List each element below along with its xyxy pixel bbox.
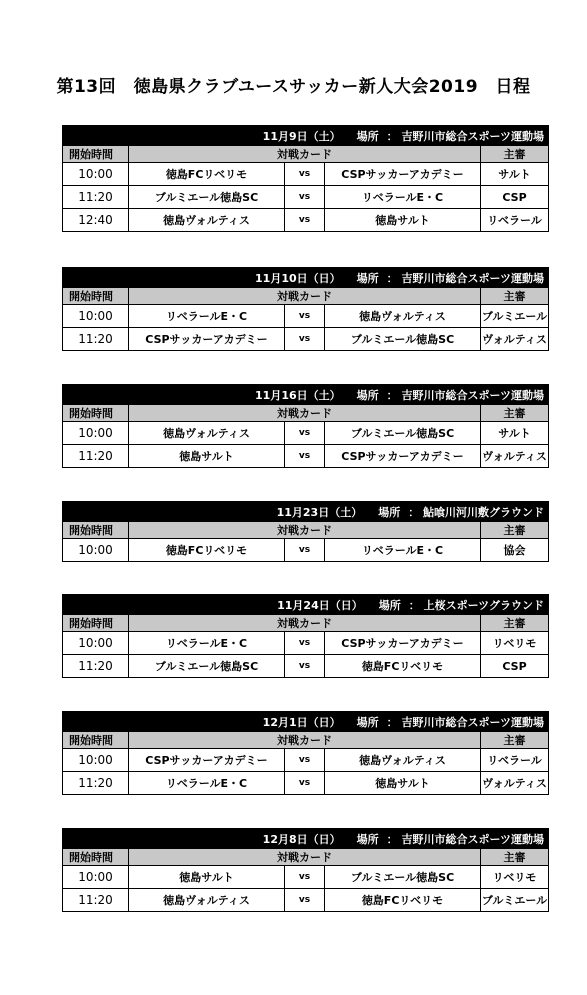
venue-separator: ： bbox=[386, 388, 398, 402]
schedule-table bbox=[62, 384, 549, 468]
vs-label: vs bbox=[285, 539, 325, 562]
table-row bbox=[63, 422, 549, 445]
day-header bbox=[63, 829, 549, 849]
home-team: 徳島FCリベリモ bbox=[129, 539, 285, 562]
vs-label: vs bbox=[285, 866, 325, 889]
col-start-time: 開始時間 bbox=[63, 732, 129, 749]
start-time: 10:00 bbox=[63, 866, 129, 889]
day-block bbox=[62, 501, 548, 562]
match-date: 12月8日（日） bbox=[262, 832, 341, 846]
column-header bbox=[63, 405, 549, 422]
vs-label: vs bbox=[285, 422, 325, 445]
col-match: 対戦カード bbox=[129, 405, 481, 422]
venue-label: 場所 bbox=[378, 505, 401, 519]
start-time: 11:20 bbox=[63, 655, 129, 678]
referee-team: ブルミエール bbox=[481, 305, 549, 328]
col-match: 対戦カード bbox=[129, 849, 481, 866]
start-time: 11:20 bbox=[63, 186, 129, 209]
referee-team: ヴォルティス bbox=[481, 772, 549, 795]
away-team: CSPサッカーアカデミー bbox=[325, 445, 481, 468]
column-header bbox=[63, 522, 549, 539]
referee-team: ヴォルティス bbox=[481, 445, 549, 468]
day-header bbox=[63, 502, 549, 522]
vs-label: vs bbox=[285, 772, 325, 795]
schedule-table bbox=[62, 501, 549, 562]
col-referee: 主審 bbox=[481, 405, 549, 422]
venue-label: 場所 bbox=[356, 271, 379, 285]
away-team: 徳島FCリベリモ bbox=[325, 889, 481, 912]
table-row bbox=[63, 209, 549, 232]
schedule-table bbox=[62, 267, 549, 351]
vs-label: vs bbox=[285, 889, 325, 912]
day-block bbox=[62, 711, 548, 795]
schedule-table bbox=[62, 828, 549, 912]
table-row bbox=[63, 749, 549, 772]
home-team: 徳島ヴォルティス bbox=[129, 209, 285, 232]
referee-team: ブルミエール bbox=[481, 889, 549, 912]
col-referee: 主審 bbox=[481, 615, 549, 632]
venue-separator: ： bbox=[386, 715, 398, 729]
col-match: 対戦カード bbox=[129, 732, 481, 749]
vs-label: vs bbox=[285, 749, 325, 772]
home-team: 徳島サルト bbox=[129, 866, 285, 889]
away-team: 徳島ヴォルティス bbox=[325, 305, 481, 328]
venue-separator: ： bbox=[408, 505, 420, 519]
table-row bbox=[63, 866, 549, 889]
home-team: CSPサッカーアカデミー bbox=[129, 749, 285, 772]
referee-team: 協会 bbox=[481, 539, 549, 562]
table-row bbox=[63, 328, 549, 351]
table-row bbox=[63, 305, 549, 328]
start-time: 11:20 bbox=[63, 328, 129, 351]
venue-separator: ： bbox=[386, 129, 398, 143]
day-header bbox=[63, 712, 549, 732]
column-header bbox=[63, 288, 549, 305]
day-block bbox=[62, 125, 548, 232]
referee-team: リベリモ bbox=[481, 632, 549, 655]
table-row bbox=[63, 445, 549, 468]
venue-label: 場所 bbox=[356, 129, 379, 143]
away-team: ブルミエール徳島SC bbox=[325, 866, 481, 889]
start-time: 10:00 bbox=[63, 632, 129, 655]
table-row bbox=[63, 772, 549, 795]
match-date: 12月1日（日） bbox=[262, 715, 341, 729]
day-block bbox=[62, 828, 548, 912]
away-team: CSPサッカーアカデミー bbox=[325, 632, 481, 655]
venue-name: 吉野川市総合スポーツ運動場 bbox=[401, 271, 545, 285]
match-date: 11月16日（土） bbox=[255, 388, 341, 402]
home-team: 徳島ヴォルティス bbox=[129, 422, 285, 445]
day-header bbox=[63, 385, 549, 405]
home-team: リベラールE・C bbox=[129, 305, 285, 328]
away-team: ブルミエール徳島SC bbox=[325, 328, 481, 351]
vs-label: vs bbox=[285, 632, 325, 655]
referee-team: サルト bbox=[481, 163, 549, 186]
column-header bbox=[63, 615, 549, 632]
table-row bbox=[63, 539, 549, 562]
venue-separator: ： bbox=[386, 832, 398, 846]
referee-team: CSP bbox=[481, 655, 549, 678]
col-start-time: 開始時間 bbox=[63, 615, 129, 632]
day-header bbox=[63, 126, 549, 146]
page-title: 第13回 徳島県クラブユースサッカー新人大会2019 日程 bbox=[56, 77, 531, 97]
match-date: 11月24日（日） bbox=[277, 598, 363, 612]
referee-team: ヴォルティス bbox=[481, 328, 549, 351]
home-team: 徳島ヴォルティス bbox=[129, 889, 285, 912]
away-team: ブルミエール徳島SC bbox=[325, 422, 481, 445]
home-team: リベラールE・C bbox=[129, 632, 285, 655]
col-referee: 主審 bbox=[481, 732, 549, 749]
match-date: 11月9日（土） bbox=[262, 129, 341, 143]
table-row bbox=[63, 655, 549, 678]
day-block bbox=[62, 594, 548, 678]
home-team: 徳島サルト bbox=[129, 445, 285, 468]
start-time: 10:00 bbox=[63, 163, 129, 186]
venue-name: 鮎喰川河川敷グラウンド bbox=[423, 505, 545, 519]
home-team: CSPサッカーアカデミー bbox=[129, 328, 285, 351]
venue-name: 上桜スポーツグラウンド bbox=[423, 598, 545, 612]
schedule-table bbox=[62, 125, 549, 232]
venue-name: 吉野川市総合スポーツ運動場 bbox=[401, 129, 545, 143]
away-team: 徳島FCリベリモ bbox=[325, 655, 481, 678]
vs-label: vs bbox=[285, 305, 325, 328]
match-date: 11月23日（土） bbox=[276, 505, 363, 519]
home-team: ブルミエール徳島SC bbox=[129, 186, 285, 209]
venue-label: 場所 bbox=[356, 388, 379, 402]
col-referee: 主審 bbox=[481, 288, 549, 305]
vs-label: vs bbox=[285, 163, 325, 186]
col-referee: 主審 bbox=[481, 522, 549, 539]
vs-label: vs bbox=[285, 186, 325, 209]
day-header bbox=[63, 595, 549, 615]
table-row bbox=[63, 163, 549, 186]
referee-team: サルト bbox=[481, 422, 549, 445]
away-team: リベラールE・C bbox=[325, 539, 481, 562]
home-team: リベラールE・C bbox=[129, 772, 285, 795]
start-time: 11:20 bbox=[63, 445, 129, 468]
away-team: リベラールE・C bbox=[325, 186, 481, 209]
start-time: 10:00 bbox=[63, 422, 129, 445]
col-start-time: 開始時間 bbox=[63, 288, 129, 305]
schedule-table bbox=[62, 594, 549, 678]
column-header bbox=[63, 146, 549, 163]
col-match: 対戦カード bbox=[129, 146, 481, 163]
venue-separator: ： bbox=[386, 271, 398, 285]
home-team: ブルミエール徳島SC bbox=[129, 655, 285, 678]
start-time: 11:20 bbox=[63, 889, 129, 912]
table-row bbox=[63, 186, 549, 209]
day-block bbox=[62, 384, 548, 468]
referee-team: リベラール bbox=[481, 209, 549, 232]
col-referee: 主審 bbox=[481, 146, 549, 163]
schedule-table bbox=[62, 711, 549, 795]
referee-team: CSP bbox=[481, 186, 549, 209]
col-referee: 主審 bbox=[481, 849, 549, 866]
vs-label: vs bbox=[285, 655, 325, 678]
start-time: 10:00 bbox=[63, 305, 129, 328]
home-team: 徳島FCリベリモ bbox=[129, 163, 285, 186]
start-time: 12:40 bbox=[63, 209, 129, 232]
match-date: 11月10日（日） bbox=[255, 271, 341, 285]
day-block bbox=[62, 267, 548, 351]
column-header bbox=[63, 849, 549, 866]
away-team: 徳島サルト bbox=[325, 772, 481, 795]
referee-team: リベリモ bbox=[481, 866, 549, 889]
column-header bbox=[63, 732, 549, 749]
away-team: 徳島サルト bbox=[325, 209, 481, 232]
start-time: 10:00 bbox=[63, 539, 129, 562]
col-match: 対戦カード bbox=[129, 288, 481, 305]
venue-label: 場所 bbox=[378, 598, 401, 612]
col-match: 対戦カード bbox=[129, 522, 481, 539]
away-team: 徳島ヴォルティス bbox=[325, 749, 481, 772]
col-start-time: 開始時間 bbox=[63, 849, 129, 866]
start-time: 11:20 bbox=[63, 772, 129, 795]
venue-label: 場所 bbox=[356, 832, 379, 846]
col-match: 対戦カード bbox=[129, 615, 481, 632]
day-header bbox=[63, 268, 549, 288]
table-row bbox=[63, 889, 549, 912]
col-start-time: 開始時間 bbox=[63, 405, 129, 422]
venue-name: 吉野川市総合スポーツ運動場 bbox=[401, 832, 545, 846]
vs-label: vs bbox=[285, 445, 325, 468]
venue-name: 吉野川市総合スポーツ運動場 bbox=[401, 388, 545, 402]
away-team: CSPサッカーアカデミー bbox=[325, 163, 481, 186]
referee-team: リベラール bbox=[481, 749, 549, 772]
vs-label: vs bbox=[285, 328, 325, 351]
venue-separator: ： bbox=[408, 598, 420, 612]
col-start-time: 開始時間 bbox=[63, 146, 129, 163]
venue-name: 吉野川市総合スポーツ運動場 bbox=[401, 715, 545, 729]
start-time: 10:00 bbox=[63, 749, 129, 772]
col-start-time: 開始時間 bbox=[63, 522, 129, 539]
table-row bbox=[63, 632, 549, 655]
vs-label: vs bbox=[285, 209, 325, 232]
venue-label: 場所 bbox=[356, 715, 379, 729]
